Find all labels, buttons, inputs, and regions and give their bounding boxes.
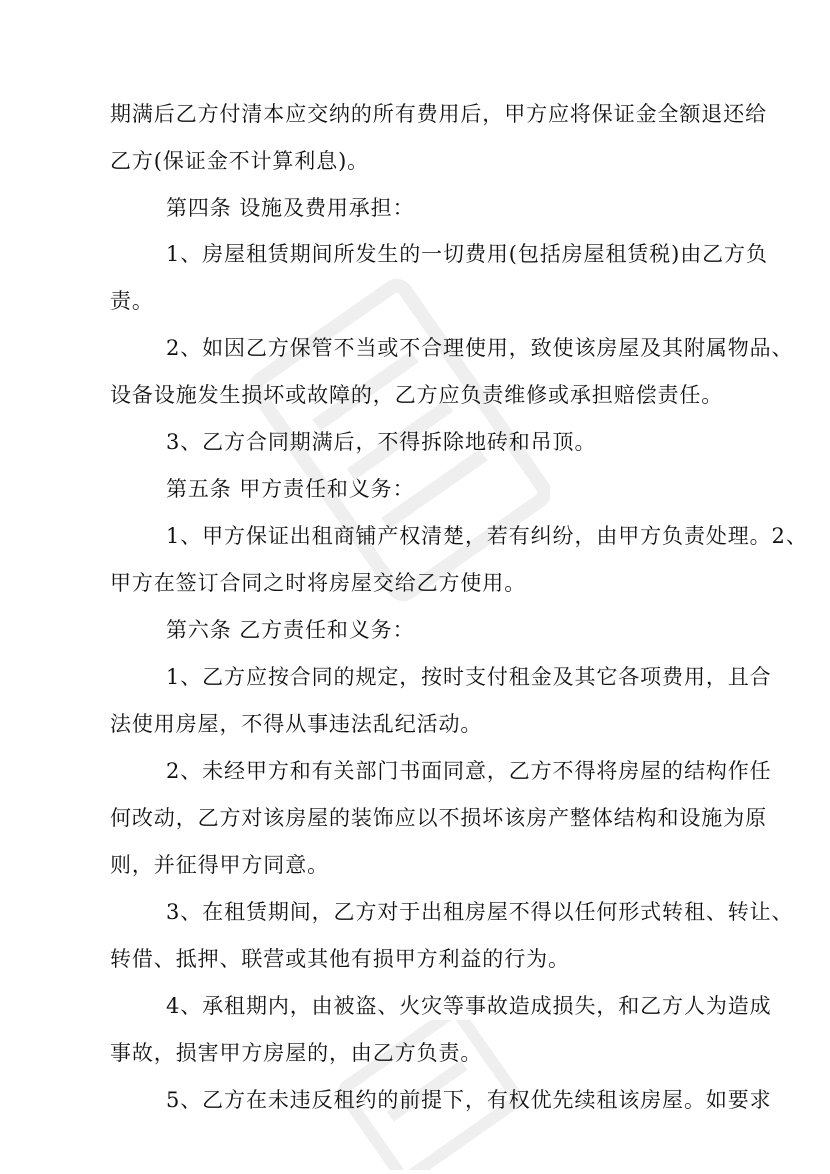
text-line: 何改动，乙方对该房屋的装饰应以不损坏该房产整体结构和设施为原 xyxy=(110,806,767,830)
section-heading: 第六条 乙方责任和义务： xyxy=(166,618,415,642)
text-line: 转借、抵押、联营或其他有损甲方利益的行为。 xyxy=(110,947,570,971)
text-line: 甲方在签订合同之时将房屋交给乙方使用。 xyxy=(110,571,527,595)
text-line: 乙方(保证金不计算利息)。 xyxy=(110,149,370,173)
text-line: 1、甲方保证出租商铺产权清楚，若有纠纷，由甲方负责处理。2、 xyxy=(166,524,808,548)
section-heading: 第五条 甲方责任和义务： xyxy=(166,477,415,501)
text-line: 2、如因乙方保管不当或不合理使用，致使该房屋及其附属物品、 xyxy=(166,336,794,360)
text-line: 则，并征得甲方同意。 xyxy=(110,853,329,877)
text-line: 2、未经甲方和有关部门书面同意，乙方不得将房屋的结构作任 xyxy=(166,759,772,783)
text-line: 法使用房屋，不得从事违法乱纪活动。 xyxy=(110,712,483,736)
text-line: 3、在租赁期间，乙方对于出租房屋不得以任何形式转租、转让、 xyxy=(166,900,794,924)
text-line: 5、乙方在未违反租约的前提下，有权优先续租该房屋。如要求 xyxy=(166,1088,772,1112)
text-line: 事故，损害甲方房屋的，由乙方负责。 xyxy=(110,1041,483,1065)
text-line: 3、乙方合同期满后，不得拆除地砖和吊顶。 xyxy=(166,430,597,454)
text-line: 设备设施发生损坏或故障的，乙方应负责维修或承担赔偿责任。 xyxy=(110,383,724,407)
text-line: 1、乙方应按合同的规定，按时支付租金及其它各项费用，且合 xyxy=(166,665,772,689)
text-line: 4、承租期内，由被盗、火灾等事故造成损失，和乙方人为造成 xyxy=(166,994,772,1018)
section-heading: 第四条 设施及费用承担： xyxy=(166,196,415,220)
text-line: 期满后乙方付清本应交纳的所有费用后，甲方应将保证金全额退还给 xyxy=(110,102,767,126)
text-line: 1、房屋租赁期间所发生的一切费用(包括房屋租赁税)由乙方负 xyxy=(166,242,768,266)
text-line: 责。 xyxy=(110,289,154,313)
